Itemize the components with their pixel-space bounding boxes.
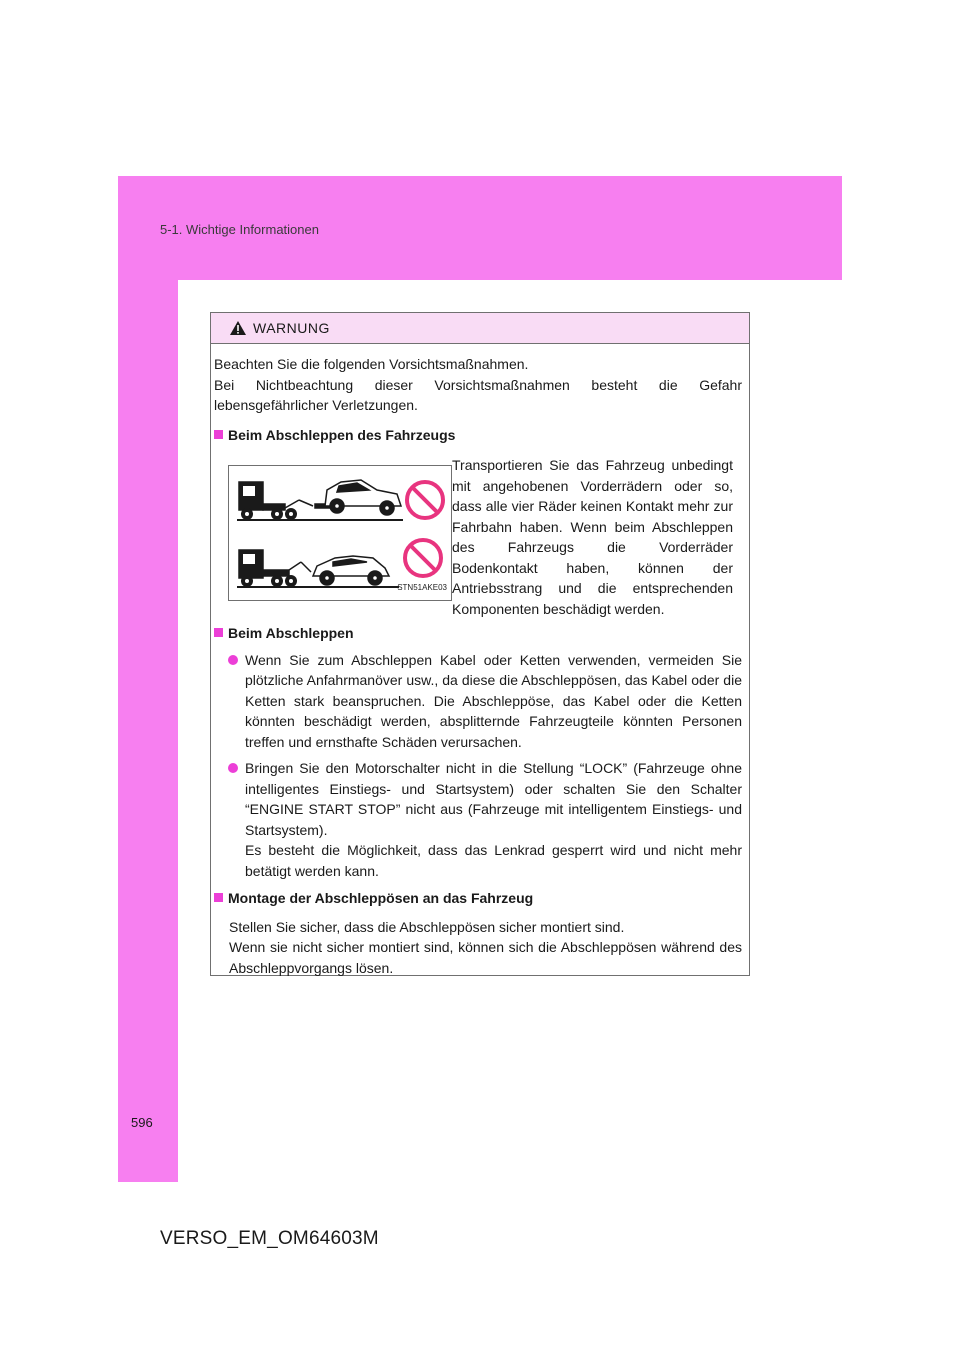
subheading-mounting: Montage der Abschleppösen an das Fahrzeug [214, 888, 742, 909]
round-bullet-icon [228, 763, 238, 773]
side-band [118, 280, 178, 1182]
warning-box [210, 312, 750, 976]
towing-illustration-row [214, 455, 742, 619]
section-title: 5-1. Wichtige Informationen [160, 222, 319, 237]
footer-code: VERSO_EM_OM64603M [160, 1228, 379, 1249]
towing-illustration [228, 465, 452, 601]
bullet-text: Wenn Sie zum Abschleppen Kabel oder Ketten verwenden, vermeiden Sie plötzliche Anfahrmanöver usw., da diese die Abschleppösen, das Kabel oder die Ketten stark beanspruchen. Die Abschleppöse, das Kabel oder die Ketten könnten beschädigt werden, absplitternde Fahrzeugteile könnten Personen treffen und ernsthafte Schäden verursachen. [245, 651, 742, 750]
round-bullet-icon [228, 655, 238, 665]
bullet-item [228, 650, 742, 753]
mounting-text-2: Wenn sie nicht sicher montiert sind, können sich die Abschleppösen während des Abschleppvorgangs lösen. [229, 939, 742, 976]
square-bullet-icon [214, 430, 223, 439]
bullet-text: Bringen Sie den Motorschalter nicht in die Stellung “LOCK” (Fahrzeuge ohne intelligentes Einstiegs- und Startsystem) oder schalten Sie den Schalter “ENGINE START STOP” nicht aus (Fahrzeuge mit intelligentem Einstiegs- und Startsystem). [245, 760, 742, 838]
mounting-text-1: Stellen Sie sicher, dass die Abschleppösen sicher montiert sind. [229, 918, 625, 935]
warning-triangle-icon [229, 320, 247, 336]
illustration-code: STN51AKE03 [397, 582, 447, 592]
subheading-towing-vehicle: Beim Abschleppen des Fahrzeugs [214, 425, 742, 446]
subheading-towing: Beim Abschleppen [214, 623, 742, 644]
warning-intro-1: Beachten Sie die folgenden Vorsichtsmaßnahmen. [214, 356, 529, 372]
square-bullet-icon [214, 628, 223, 637]
bullet-item [228, 758, 742, 881]
mounting-text [229, 917, 742, 979]
page-number: 596 [131, 1115, 153, 1130]
warning-body [211, 344, 749, 978]
warning-title: WARNUNG [253, 320, 330, 336]
towing-instruction-text: Transportieren Sie das Fahrzeug unbedingt mit angehobenen Vorderrädern oder so, dass alle vier Räder keinen Kontakt mehr zur Fahrbahn haben. Wenn beim Abschleppen des Fahrzeugs die Vorderräder Bodenkontakt haben, können der Antriebsstrang und die entsprechenden Komponenten beschädigt werden. [452, 457, 733, 617]
square-bullet-icon [214, 893, 223, 902]
bullet-note: Es besteht die Möglichkeit, dass das Lenkrad gesperrt wird und nicht mehr betätigt werden kann. [245, 842, 742, 879]
warning-intro-2: Bei Nichtbeachtung dieser Vorsichtsmaßnahmen besteht die Gefahr lebensgefährlicher Verletzungen. [214, 376, 742, 413]
warning-header [211, 313, 749, 344]
